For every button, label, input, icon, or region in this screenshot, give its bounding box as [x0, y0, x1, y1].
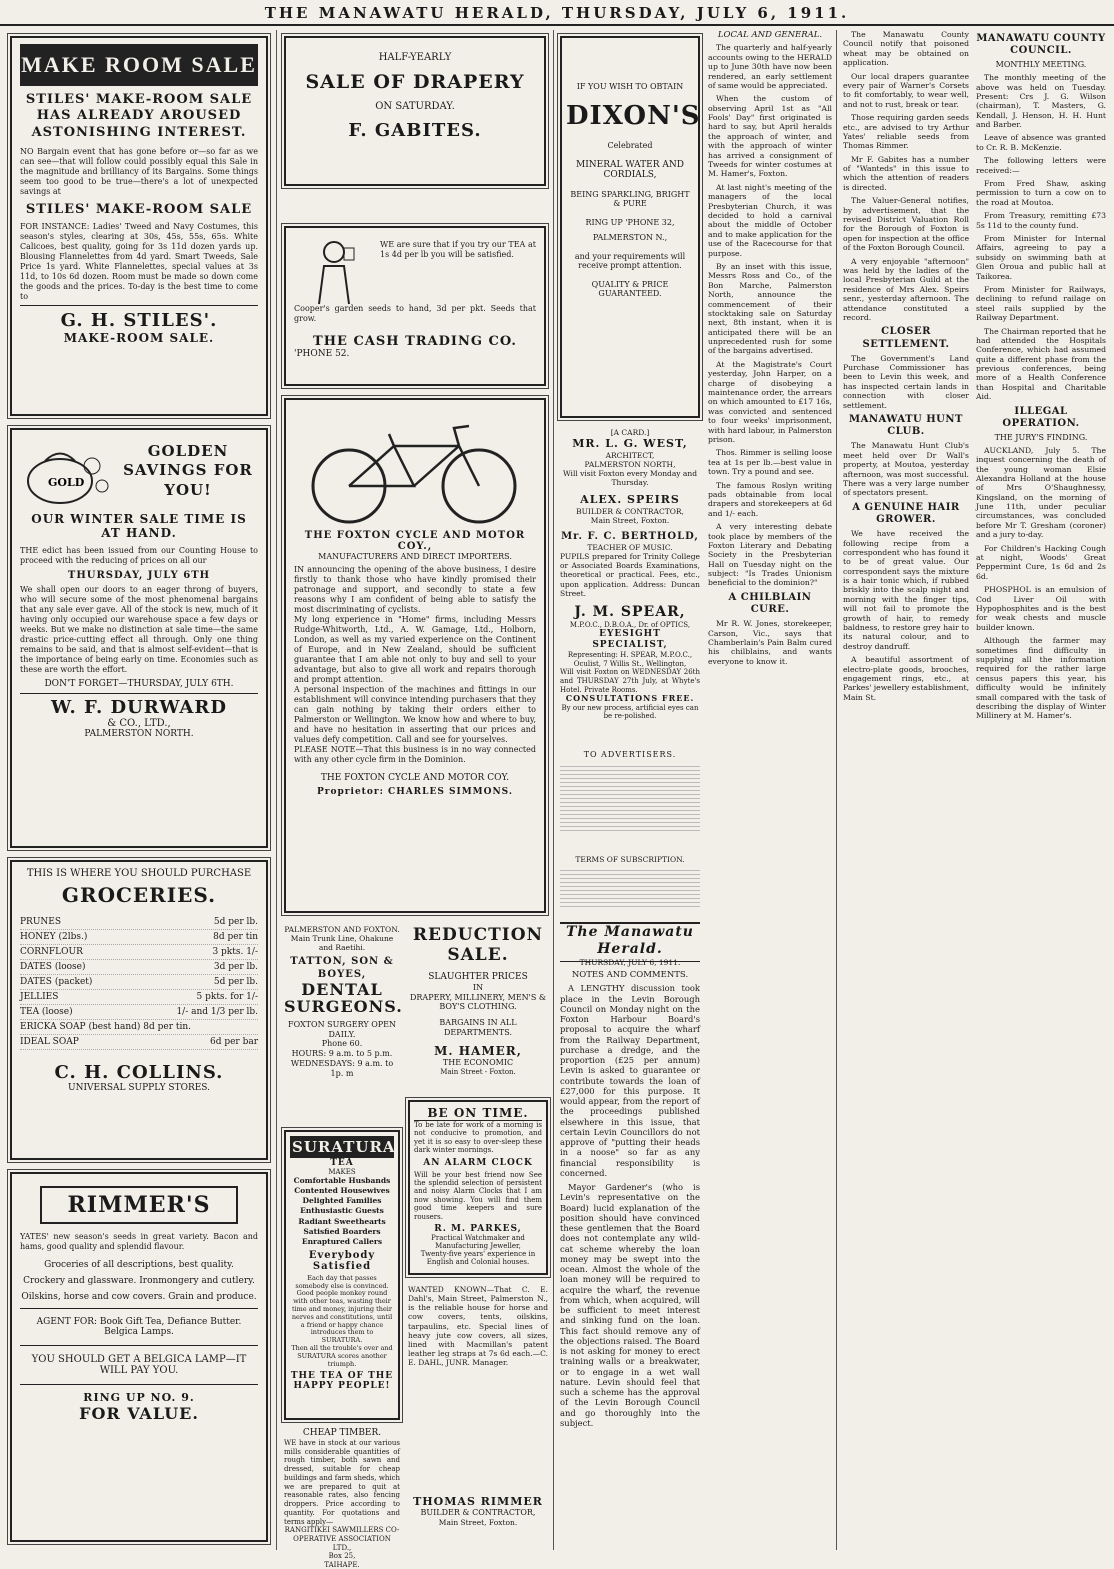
para-3: Those requiring garden seeds etc., are advised to try Arthur Yates' reliable seeds from Thomas Rimmer. [843, 113, 969, 151]
hunt-title: MANAWATU HUNT CLUB. [849, 414, 963, 438]
advertisers-notice [560, 750, 700, 850]
dixon-advert [560, 36, 700, 418]
para-2: Leave of absence was granted to Cr. R. B. McKenzie. [976, 133, 1106, 152]
subscription-notice [560, 855, 700, 915]
para-6: A very enjoyable "afternoon" was held by the ladies of the local Presbyterian Guild at the residence of Mrs Alex. Speirs senr., yesterday afternoon. The attendance constituted a record. [843, 256, 969, 322]
ring-up: RING UP NO. 9. [83, 1391, 195, 1404]
departments: DRAPERY, MILLINERY, MEN'S & BOY'S CLOTHING. [409, 992, 546, 1012]
guarantee: QUALITY & PRICE GUARANTEED. [591, 280, 669, 298]
proprietor: Proprietor: CHARLES SIMMONS. [316, 787, 513, 797]
phone: 'PHONE 52. [294, 349, 350, 359]
masthead [560, 922, 700, 968]
title: TERMS OF SUBSCRIPTION. [575, 855, 685, 864]
grocery-item: DATES (packet) [20, 977, 93, 987]
spear-name: J. M. SPEAR, [574, 603, 686, 620]
grocery-price: 3 pkts. 1/- [212, 947, 258, 957]
grocery-price: 6d per bar [209, 1037, 258, 1047]
spear-eyes: By our new process, artificial eyes can be re-polished. [561, 703, 699, 721]
firm-sub: BUILDER & CONTRACTOR, [420, 1508, 536, 1518]
gold-label: GOLD [48, 476, 85, 489]
body-text: NO Bargain event that has gone before or—so far as we can see—that will follow could possibly equal this Sale in the magnitude and brilliancy of its Bargains. Some things seem too good to be true—there's a lot of unexpected savings at [20, 146, 258, 196]
berthold-body: PUPILS prepared for Trinity College or Associated Boards Examinations, theoretical or practical. Fees, etc., upon application. Address: Duncan Street. [560, 552, 700, 598]
wednesday-hours: WEDNESDAYS: 9 a.m. to 1p. m [290, 1058, 394, 1078]
county-council [976, 30, 1106, 1550]
chilblain-title: A CHILBLAIN CURE. [728, 591, 812, 616]
title: REDUCTION SALE. [412, 925, 544, 966]
thomas-rimmer-advert [408, 1495, 548, 1550]
title: DENTAL SURGEONS. [284, 979, 403, 1017]
para-7: From Minister for Railways, declining to refund railage on steel rails supplied by the Railway Department. [976, 284, 1106, 323]
spear-role: EYESIGHT SPECIALIST, [592, 629, 668, 651]
firm-sub: MAKE-ROOM SALE. [63, 330, 215, 345]
jury-title: THE JURY'S FINDING. [994, 433, 1088, 442]
place: TAIHAPE. [324, 1560, 360, 1569]
reduction-advert [408, 925, 548, 1090]
para-3: At last night's meeting of the managers of the local Presbyterian Church, it was decided to hold a carnival about the middle of October and to make application for the use of the Racecourse for that purpose. [708, 182, 832, 258]
para-4: From Fred Shaw, asking permission to turn a cow on to the road at Moutoa. [976, 179, 1106, 207]
para-10: For Children's Hacking Cough at night, Woods' Great Peppermint Cure, 1s 6d and 2s 6d. [976, 543, 1106, 581]
para-2: Our local drapers guarantee every pair of Warner's Corsets to fit comfortably, to wear well, and not to rust, break or tear. [843, 71, 969, 109]
para-5: The Valuer-General notifies, by advertisement, that the revised District Valuation Roll for the Borough of Foxton is open for inspection at the office of the Foxton Borough Council. [843, 196, 969, 253]
headline: STILES' MAKE-ROOM SALE HAS ALREADY AROUSED ASTONISHING INTEREST. [25, 92, 253, 140]
title: RIMMER'S [40, 1186, 238, 1224]
para-7: The famous Roslyn writing pads obtainable from local drapers and storekeepers at 6d and 1/- each. [708, 480, 832, 518]
page-header: THE MANAWATU HERALD, THURSDAY, JULY 6, 1911. [0, 0, 1114, 26]
makes: MAKES [328, 1168, 356, 1176]
body-3: A personal inspection of the machines and fittings in our establishment will convince intending purchasers that they can gain nothing by taking their orders either to Palmerston or Wellington. We know how and where to buy, and have no hesitation in asserting that our prices and values defy competition. Call and see for yourselves. [294, 685, 536, 744]
grocery-item: DATES (loose) [20, 962, 86, 972]
slaughter: SLAUGHTER PRICES [428, 971, 528, 982]
reminder: DON'T FORGET—THURSDAY, JULY 6TH. [44, 679, 234, 689]
cards-column [560, 428, 700, 748]
firm-name: G. H. STILES'. [60, 309, 218, 331]
top-line: PALMERSTON AND FOXTON. [284, 925, 400, 934]
benefit-item: Enthusiastic Guests [300, 1206, 384, 1216]
west-visit: Will visit Foxton every Monday and Thursday. [562, 468, 698, 487]
para-9: We have received the following recipe from a correspondent who has found it to be of great value. Our correspondent says the mixture is a hair tonic which, if rubbed briskly into the scalp night and morning with the finger tips, will not fail to promote the growth of hair, to remedy baldness, to restore grey hair to its natural colour, and to destroy dandruff. [843, 529, 969, 651]
firm-sub: UNIVERSAL SUPPLY STORES. [67, 1083, 211, 1093]
firm-name: THE FOXTON CYCLE AND MOTOR COY., [304, 530, 526, 552]
para-1: A LENGTHY discussion took place in the Levin Borough Council on Monday night on the Foxton Harbour Board's proposal to acquire the wharf from the Railway Department, purchase a dredge, and the proportion (£25 per annum) Levin is asked to guarantee or contribute towards the loan of £27,000 for this purpose. It would appear, from the report of the proceedings published elsewhere in this issue, that certain Levin Councillors do not approve of "putting their heads in a noose" so far as any financial responsibility is concerned. [560, 983, 700, 1178]
line-2: Groceries of all descriptions, best quality. [44, 1260, 234, 1270]
grocery-row [20, 975, 258, 990]
phone: Phone 60. [321, 1039, 363, 1049]
speirs-addr: Main Street, Foxton. [590, 515, 670, 525]
day: ON SATURDAY. [375, 101, 455, 112]
card-label: [A CARD.] [610, 428, 650, 437]
agent-line: AGENT FOR: Book Gift Tea, Defiance Butter. Belgica Lamps. [36, 1317, 242, 1337]
grocery-item: HONEY (2lbs.) [20, 932, 88, 942]
spear-visit: Will visit Foxton on WEDNESDAY 26th and THURSDAY 27th July, at Whyte's Hotel. Private Rooms. [560, 668, 700, 694]
body-text: WE are sure that if you try our TEA at 1s 4d per lb you will be satisfied. [380, 240, 536, 259]
collins-advert [10, 860, 268, 1160]
benefit-item: Comfortable Husbands [293, 1176, 391, 1185]
grocery-item: ERICKA SOAP (best hand) 8d per tin. [20, 1022, 192, 1032]
rimmer-advert [10, 1172, 268, 1542]
para-7: The Government's Land Purchase Commissioner has been to Levin this week, and has inspected certain lands in connection with closer settlement. [843, 353, 969, 410]
body-text: WE have in stock at our various mills considerable quantities of rough timber, both sawn and dressed, suitable for cheap buildings and farm sheds, which we are prepared to quit at reasonable rates, also fencing droppers. Price according to quantity. For quotations and terms apply— [284, 1438, 400, 1526]
bargains: BARGAINS IN ALL DEPARTMENTS. [439, 1018, 517, 1037]
para-9: AUCKLAND, July 5. The inquest concerning the death of the young woman Elsie Alexandra Holland at the house of Mrs O'Shaughnessy, Kingsland, on the morning of June 11th, under peculiar circumstances, was concluded before Mr T. Gresham (coroner) and a jury to-day. [976, 445, 1106, 540]
cycle-advert [284, 398, 546, 913]
value-line: FOR VALUE. [79, 1404, 199, 1423]
subheadline: STILES' MAKE-ROOM SALE [25, 201, 253, 217]
grocery-price: 5d per lb. [213, 917, 258, 927]
firm-place: PALMERSTON NORTH. [84, 729, 194, 739]
title: LOCAL AND GENERAL. [717, 30, 823, 40]
para-1: The Manawatu County Council notify that poisoned wheat may be obtained on application. [843, 30, 969, 68]
headline: THIS IS WHERE YOU SHOULD PURCHASE [26, 868, 252, 879]
west-place: PALMERSTON NORTH, [584, 459, 676, 469]
title: GROCERIES. [61, 883, 217, 907]
open: FOXTON SURGERY OPEN DAILY. [288, 1019, 396, 1039]
celebrated: Celebrated [607, 141, 653, 150]
place: PALMERSTON N., [592, 233, 668, 242]
top-line: IF YOU WISH TO OBTAIN [576, 82, 684, 91]
line-4: Oilskins, horse and cow covers. Grain and produce. [21, 1292, 257, 1302]
paper-name: The Manawatu Herald. [566, 924, 694, 958]
firm-name: THOMAS RIMMER [413, 1495, 543, 1508]
spear-rep: Representing: H. SPEAR, M.P.O.C., Oculist, 7 Willis St., Wellington, [567, 651, 693, 668]
line-3: Crockery and glassware. Ironmongery and cutlery. [23, 1276, 255, 1286]
product: MINERAL WATER AND CORDIALS, [576, 160, 684, 180]
banner-title: MAKE ROOM SALE [20, 44, 258, 86]
benefit-item: Enraptured Callers [301, 1236, 383, 1246]
paper-date: THURSDAY, JULY 6, 1911. [579, 958, 681, 968]
pre-title: HALF-YEARLY [378, 52, 452, 63]
address: Main Street - Foxton. [440, 1067, 516, 1076]
west-role: ARCHITECT, [605, 450, 655, 460]
firm-name: TATTON, SON & BOYES, [290, 956, 394, 980]
ring-up: RING UP 'PHONE 32, [585, 218, 675, 227]
body-3: Twenty-five years' experience in English and Colonial houses. [420, 1249, 536, 1266]
para-2: When the custom of observing April 1st as "All Fools' Day" first originated is hard to say, but April heralds the approach of winter, and with the approach of winter has arrived a consignment of Tweeds for winter costumes at M. Hamer's, Foxton. [708, 94, 832, 179]
west-name: MR. L. G. WEST, [572, 437, 688, 451]
firm-name: W. F. DURWARD [51, 697, 227, 718]
sale-date: THURSDAY, JULY 6TH [67, 570, 211, 581]
grocery-row [20, 960, 258, 975]
durward-advert [10, 428, 268, 848]
spear-quals: M.P.O.C., D.B.O.A., Dr. of OPTICS, [569, 620, 691, 629]
grocery-row [20, 1005, 258, 1020]
spear-free: CONSULTATIONS FREE. [565, 693, 695, 704]
dental-advert [284, 925, 403, 1125]
gold-bag-icon [20, 436, 110, 506]
para-4: By an inset with this issue, Messrs Ross and Co., of the Bon Marche, Palmerston North, announce the commencement of their stocktaking sale on Saturday next, 8th instant, when it is anticipated there will be an unprecedented rush for some of the bargains advertised. [708, 261, 832, 356]
firm-name: R. M. PARKES, [434, 1223, 522, 1234]
para-10: A beautiful assortment of electro-plate goods, brooches, engagement rings, etc., at Parkes' jewellery establishment, Main St. [843, 655, 970, 702]
benefit-item: Contented Housewives [294, 1186, 390, 1196]
speirs-role: BUILDER & CONTRACTOR, [576, 506, 684, 516]
brand: DIXON'S [566, 101, 701, 131]
title: SURATURA [292, 1138, 396, 1156]
in: IN [472, 982, 484, 992]
grocery-row [20, 990, 258, 1005]
para-1: The monthly meeting of the above was held on Tuesday. Present: Crs J. G. Wilson (chairman), T. Masters, G. Kendall, J. Henson, H. H. Hunt and Barber. [976, 73, 1106, 130]
grocery-price: 5d per lb. [213, 977, 258, 987]
suratura-advert [284, 1130, 400, 1420]
speirs-name: ALEX. SPEIRS [580, 493, 680, 507]
para-2: Mayor Gardener's (who is Levin's representative on the Board) lucid explanation of the position should have convinced these gentlemen that the Board does not contemplate any wild-cat scheme whereby the loan money may be swept into the ocean. Almost the whole of the loan money will be required to acquire the wharf, the revenue from which, when acquired, will be sufficient to meet interest and sinking fund on the loan. This fact should remove any of the objections raised. The Board is not asking for money to erect training walls or a breakwater, or to engage in a wet wall nature. Levin should feel that such a scheme has the approval of the Levin Borough Council and go thoroughly into the subject. [560, 1182, 700, 1428]
timber-advert [284, 1428, 400, 1569]
title: NOTES AND COMMENTS. [571, 970, 689, 980]
firm-name: RANGITIKEI SAWMILLERS CO-OPERATIVE ASSOCIATION LTD., [284, 1526, 400, 1552]
benefit-list [290, 1176, 394, 1247]
body-text-2: We shall open our doors to an eager throng of buyers, who will secure some of the most phenomenal bargains that any sale ever gave. All of the stock is new, much of it having only occupied our warehouse space a few days or weeks. But we make no distinction at sale time—the same drastic price-cutting effect all through. Only one thing remains to be said, and that is almost self-evident—that is the importance of being early on time. Economies such as these are worth the effort. [20, 585, 258, 674]
para-5: From Treasury, remitting £73 5s 11d to the county fund. [976, 211, 1106, 230]
berthold-role: TEACHER OF MUSIC. [587, 542, 673, 552]
title: BE ON TIME. [414, 1106, 542, 1121]
column-rule [836, 30, 837, 1550]
firm-sub: MANUFACTURERS AND DIRECT IMPORTERS. [318, 552, 512, 561]
hair-title: A GENUINE HAIR GROWER. [852, 501, 960, 525]
wanted-advert: WANTED KNOWN—That C. E. Dahl's, Main Street, Palmerston N., is the reliable house for horse and cow covers, tents, oilskins, tarpaulins, etc. Special lines of heavy jute cow covers, all sizes, lined with Macmillan's patent leather leg straps at 7s 6d each.—C. E. DAHL, JUNR. Manager. [408, 1285, 548, 1368]
lamp-line: YOU SHOULD GET A BELGICA LAMP—IT WILL PAY YOU. [31, 1354, 247, 1376]
end-slogan: THE TEA OF THE HAPPY PEOPLE! [290, 1371, 394, 1392]
body-text-2: Cooper's garden seeds to hand, 3d per pkt. Seeds that grow. [294, 304, 536, 323]
bicycle-icon [294, 406, 534, 526]
grocery-row [20, 945, 258, 960]
grocery-item: PRUNES [20, 917, 62, 927]
para-12: Although the farmer may sometimes find difficulty in supplying all the information required for the rather large census papers this year, his difficulty would be infinitely small compared with the task of describing the display of Winter Millinery at M. Hamer's. [976, 636, 1106, 721]
man-drinking-icon [294, 234, 374, 304]
grocery-price: 5 pkts. for 1/- [196, 992, 258, 1002]
quality: BEING SPARKLING, BRIGHT & PURE [570, 190, 690, 208]
body-1: Each day that passes somebody else is convinced. [295, 1273, 389, 1290]
title: CHEAP TIMBER. [302, 1428, 382, 1438]
body-1: IN announcing the opening of the above business, I desire firstly to thank those who have kindly promised their patronage and support, and secondly to state a few reasons why I am confident of being able to satisfy the most discriminating of cyclists. [294, 565, 536, 614]
benefit-item: Radiant Sweethearts [298, 1216, 386, 1226]
body-2: My long experience in "Home" firms, including Messrs Rudge-Whitworth, Ltd., A. W. Gamage, Ltd., Holborn, London, as well as my varied experience on the Continent of Europe, and in New Zealand, should be sufficient guarantee that I am able not only to buy and sell to your advantage, but also to give all work and repairs thorough and prompt attention. [294, 615, 536, 684]
hours: HOURS: 9 a.m. to 5 p.m. [291, 1049, 393, 1059]
illegal-title: ILLEGAL OPERATION. [1002, 405, 1080, 429]
grocery-item: CORNFLOUR [20, 947, 83, 957]
berthold-name: Mr. F. C. BERTHOLD, [561, 530, 699, 542]
firm-name: F. GABITES. [348, 120, 482, 141]
address: Main Trunk Line, Ohakune and Raetihi. [290, 934, 394, 953]
para-9: Mr R. W. Jones, storekeeper, Carson, Vic., says that Chamberlain's Pain Balm cured his chilblains, and wants everyone to know it. [708, 619, 832, 666]
grocery-item: IDEAL SOAP [20, 1037, 79, 1047]
para-8: The Manawatu Hunt Club's meet held over Dr Wall's property, at Moutoa, yesterday afternoon, was most successful. There was a very large number of spectators present. [843, 441, 969, 498]
grocery-row [20, 1035, 258, 1050]
title: MANAWATU COUNTY COUNCIL. [976, 33, 1106, 57]
column-rule [553, 30, 554, 1550]
para-6: From Minister for Internal Affairs, agreeing to pay a subsidy on swimming bath at Glen Oroua and public hall at Taikorea. [976, 233, 1106, 281]
firm-sub: THE ECONOMIC [442, 1058, 514, 1068]
firm-co: & CO., LTD., [107, 718, 171, 729]
firm-name: M. HAMER, [434, 1043, 522, 1058]
body-3: Then all the trouble's over and SURATURA scores another triumph. [291, 1344, 393, 1368]
body-1: To be late for work of a morning is not conducive to promotion, and yet it is so easy to over-sleep these dark winter mornings. [414, 1121, 542, 1155]
para-8: A very interesting debate took place by members of the Foxton Literary and Debating Society in the Presbyterian Hall on Tuesday night on the subject: "Is Trades Unionism beneficial to the dominion?" [708, 522, 832, 588]
para-1: The quarterly and half-yearly accounts owing to the HERALD up to June 30th have now been rendered, an early settlement of same would be appreciated. [708, 43, 832, 90]
title: TO ADVERTISERS. [583, 750, 677, 759]
para-3: The following letters were received:— [976, 156, 1106, 175]
title: SALE OF DRAPERY [305, 71, 525, 93]
benefit-item: Satisfied Boarders [303, 1226, 381, 1236]
item-list: FOR INSTANCE: Ladies' Tweed and Navy Costumes, this season's styles, clearing at 30s, 45s, 55s, 65s. White Calicoes, best quality, going for 3s 11d dozen yards up. Blousing Flannelettes from 4d yard. Smart Tweeds, Sale Price 1s yard. White Flannelettes, special values at 3s 11d, to 10s 6d dozen. Room must be made so down come the goods and the prices. To-day is the best time to come to [20, 221, 258, 301]
firm-sub: Practical Watchmaker and Manufacturing Jeweller, [431, 1233, 525, 1250]
grocery-price: 3d per lb. [213, 962, 258, 972]
grocery-row [20, 915, 258, 930]
gabites-advert [284, 36, 546, 186]
grocery-row [20, 930, 258, 945]
cash-trading-advert [284, 226, 546, 386]
para-5: At the Magistrate's Court yesterday, John Harper, on a charge of disobeying a maintenance order, the arrears on which amounted to £17 16s, was convicted and sentenced to four weeks' imprisonment, with hard labour, in Palmerston prison. [708, 359, 832, 444]
grocery-price: 1/- and 1/3 per lb. [176, 1007, 258, 1017]
para-11: PHOSPHOL is an emulsion of Cod Liver Oil with Hypophosphites and is the best for weak chests and muscle builder known. [976, 585, 1106, 632]
para-6: Thos. Rimmer is selling loose tea at 1s per lb.—best value in town. Try a pound and see. [708, 448, 832, 477]
council-notes [843, 30, 969, 1550]
body-text: and your requirements will receive prompt attention. [574, 252, 686, 270]
body-text: THE edict has been issued from our Counting House to proceed with the reducing of prices on all our [20, 546, 258, 565]
para-4: Mr F. Gabites has a number of "Wanteds" in this issue to which the attention of readers is directed. [843, 154, 969, 192]
body-2: Good people monkey round with other teas, wasting their time and money, injuring their nerves and constitutions, until a friend or happy chance introduces them to SURATURA. [291, 1289, 393, 1345]
box: Box 25, [328, 1552, 356, 1561]
benefit-item: Delighted Families [302, 1196, 382, 1206]
stiles-advert [10, 36, 268, 416]
grocery-item: TEA (loose) [20, 1007, 73, 1017]
grocery-row [20, 1020, 258, 1035]
grocery-list [20, 915, 258, 1050]
firm-name: C. H. COLLINS. [54, 1062, 224, 1083]
firm-name-2: THE FOXTON CYCLE AND MOTOR COY. [320, 773, 510, 783]
parkes-advert [408, 1100, 548, 1275]
para-8: The Chairman reported that he had attended the Hospitals Conference, which had assumed quite a different phase from the previous conferences, being more of a Health Conference than Hospital and Charitable Aid. [976, 326, 1106, 402]
body-2: Will be your best friend now See the splendid selection of persistent and noisy Alarm Clocks that I am now showing. You will find them good time keepers and sure rousers. [414, 1170, 542, 1221]
subtitle: MONTHLY MEETING. [995, 60, 1087, 70]
slogan: Everybody Satisfied [308, 1249, 376, 1272]
tea-label: TEA [330, 1158, 354, 1168]
column-rule [276, 30, 277, 1550]
grocery-item: JELLIES [20, 992, 59, 1002]
body-text: YATES' new season's seeds in great variety. Bacon and hams, good quality and splendid flavour. [20, 1232, 258, 1251]
address: Main Street, Foxton. [438, 1518, 518, 1528]
body-4: PLEASE NOTE—That this business is in no way connected with any other cycle firm in the Dominion. [294, 745, 536, 764]
firm-name: THE CASH TRADING CO. [313, 334, 517, 349]
headline: GOLDEN SAVINGS FOR YOU! [123, 441, 253, 499]
grocery-price: 8d per tin [213, 932, 258, 942]
notes-comments [560, 970, 700, 1550]
alarm-title: AN ALARM CLOCK [423, 1157, 533, 1168]
closer-title: CLOSER SETTLEMENT. [862, 326, 950, 350]
subheadline: OUR WINTER SALE TIME IS AT HAND. [31, 512, 247, 540]
local-general [708, 30, 832, 1550]
